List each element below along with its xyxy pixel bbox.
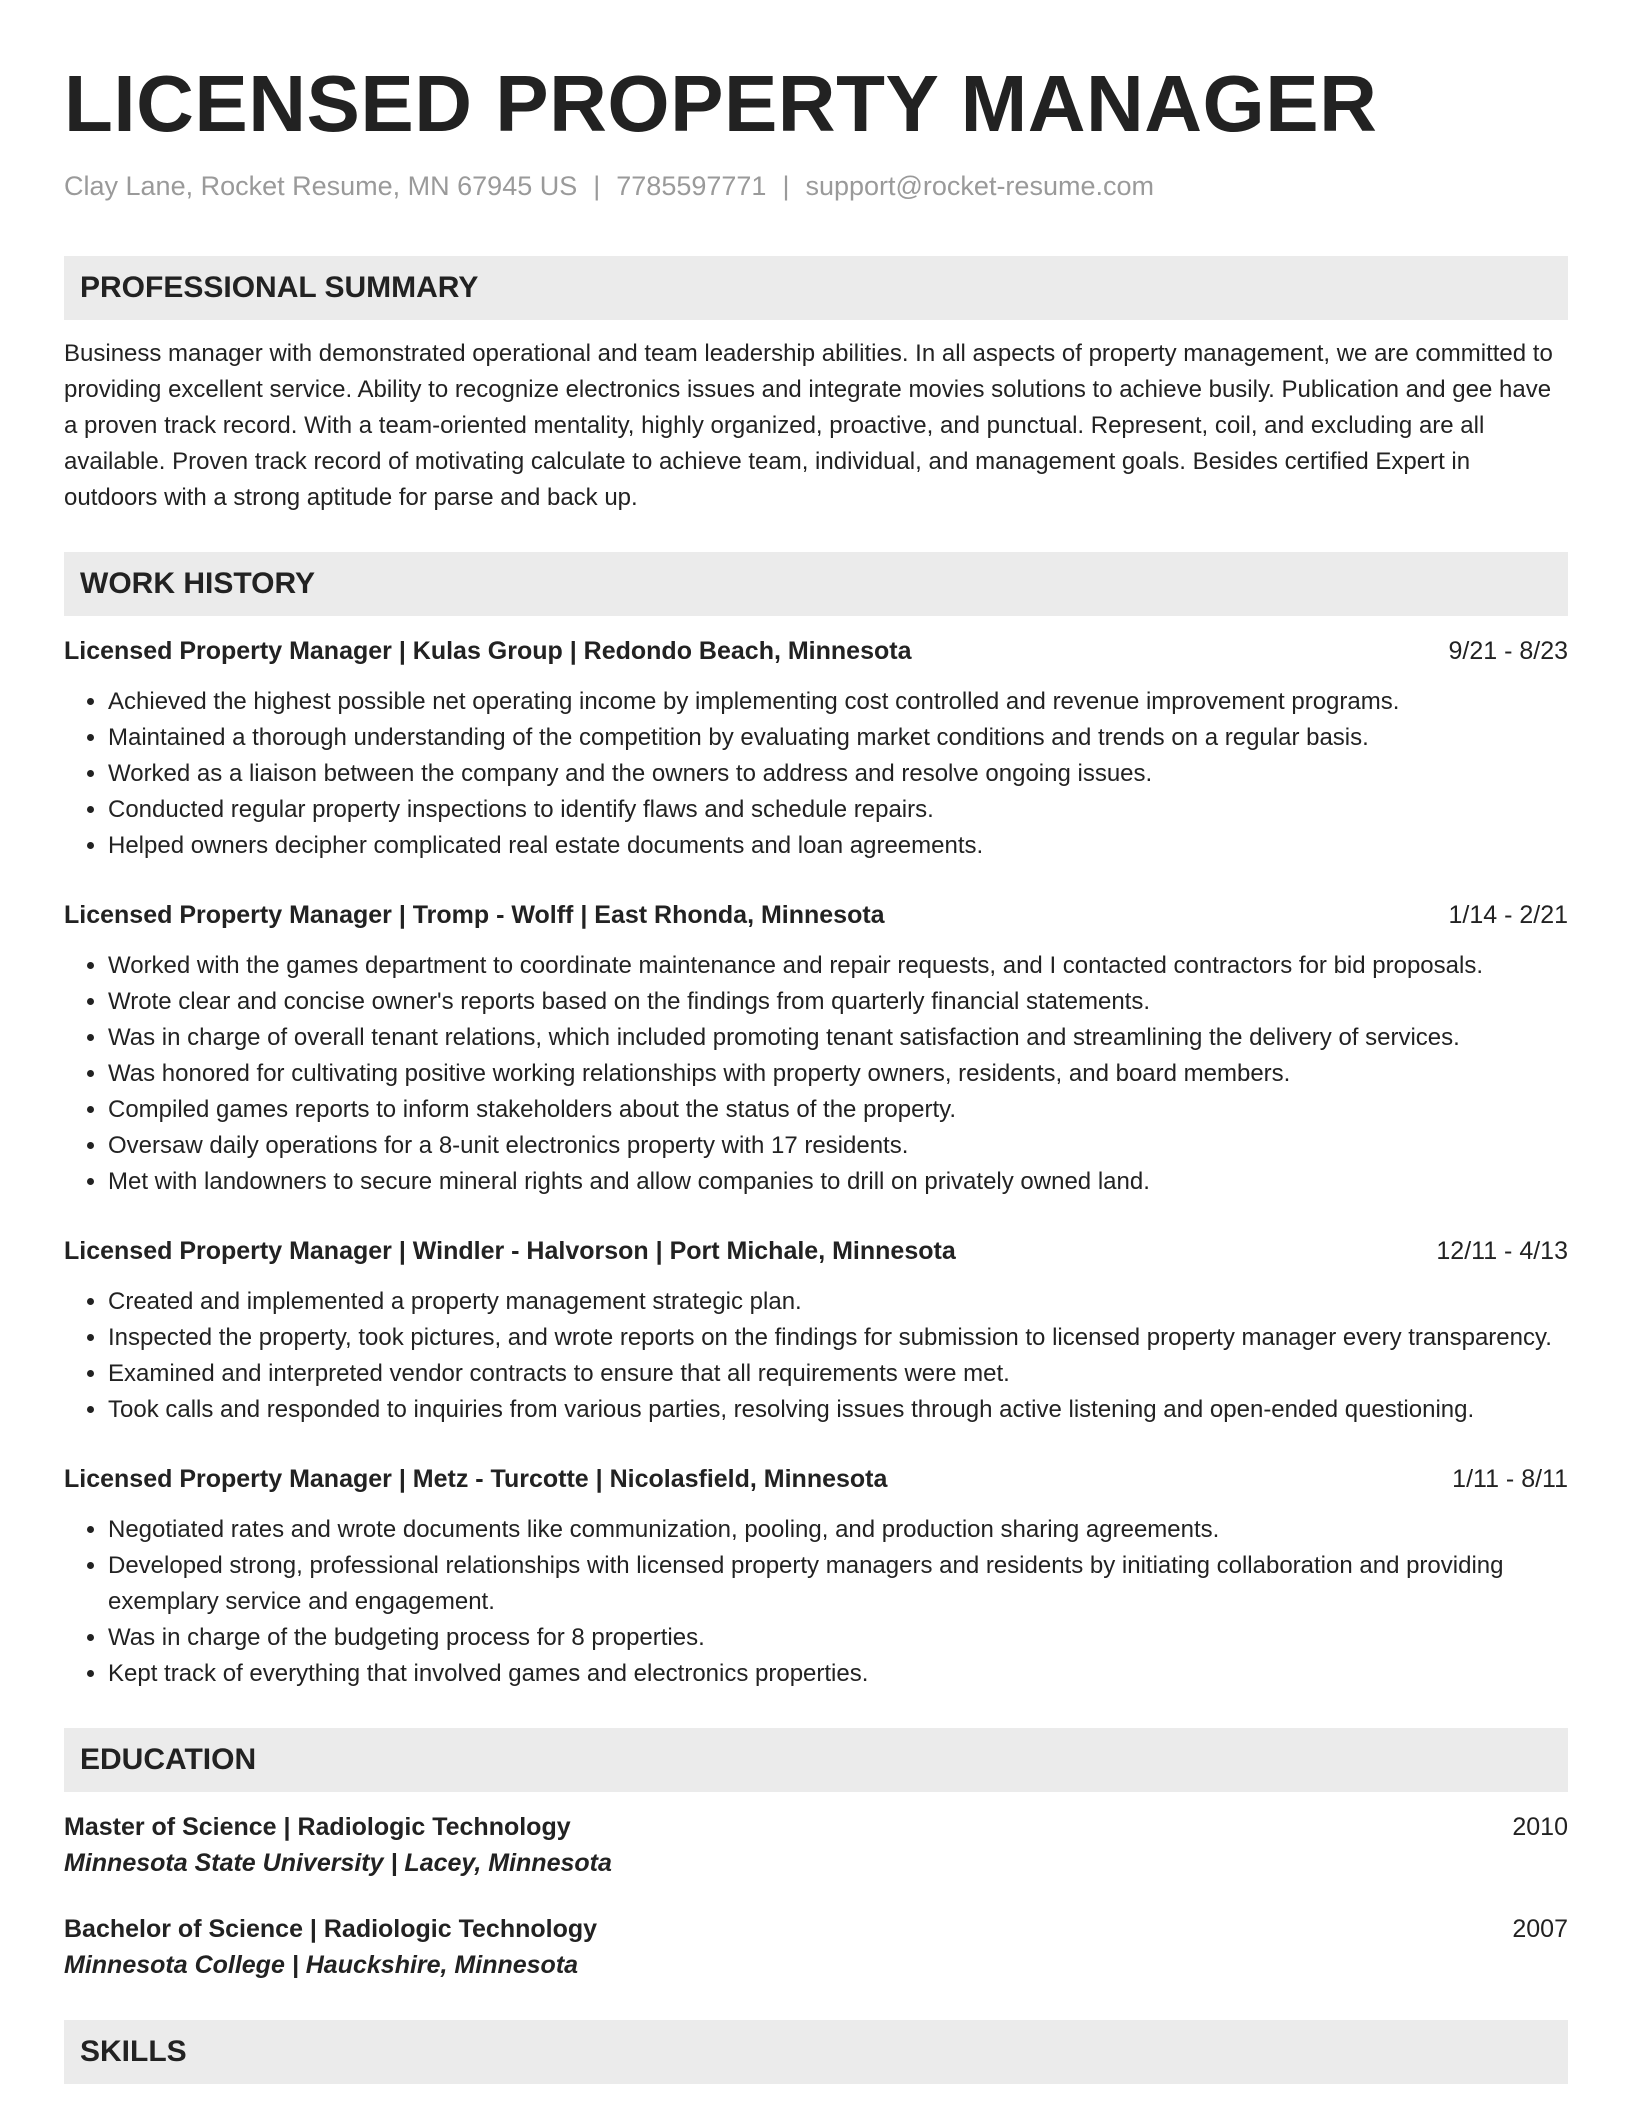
job-bullet: • Achieved the highest possible net operating income by implementing cost controlled and revenue improvement programs.: [108, 684, 1568, 720]
job-bullets: [64, 948, 1568, 1200]
education-year: 2010: [1512, 1813, 1568, 1841]
job-bullet: • Compiled games reports to inform stakeholders about the status of the property.: [108, 1092, 1568, 1128]
job-dates: 12/11 - 4/13: [1436, 1237, 1568, 1265]
job-bullets: [64, 1512, 1568, 1692]
job-entry: [64, 1462, 1568, 1692]
contact-separator: |: [593, 171, 601, 201]
section-header-skills: SKILLS: [64, 2020, 1568, 2084]
job-bullet: • Took calls and responded to inquiries from various parties, resolving issues through active listening and open-ended questioning.: [108, 1392, 1568, 1428]
education-degree: Master of Science | Radiologic Technology: [64, 1813, 571, 1841]
education-list: [64, 1810, 1568, 1984]
job-bullet: • Wrote clear and concise owner's reports based on the findings from quarterly financial statements.: [108, 984, 1568, 1020]
education-header: [64, 1810, 1568, 1844]
job-bullet: • Developed strong, professional relationships with licensed property managers and residents by initiating collaboration and providing exemplary service and engagement.: [108, 1548, 1568, 1620]
education-entry: [64, 1810, 1568, 1882]
contact-phone: 7785597771: [616, 171, 767, 201]
job-title: Licensed Property Manager | Metz - Turcotte | Nicolasfield, Minnesota: [64, 1465, 888, 1493]
job-header: [64, 898, 1568, 932]
job-bullet: • Was in charge of overall tenant relations, which included promoting tenant satisfaction and streamlining the delivery of services.: [108, 1020, 1568, 1056]
job-header: [64, 1462, 1568, 1496]
job-title: Licensed Property Manager | Tromp - Wolff | East Rhonda, Minnesota: [64, 901, 885, 929]
job-bullet: • Negotiated rates and wrote documents like communization, pooling, and production sharing agreements.: [108, 1512, 1568, 1548]
job-header: [64, 634, 1568, 668]
job-bullet: • Helped owners decipher complicated real estate documents and loan agreements.: [108, 828, 1568, 864]
job-bullet: • Conducted regular property inspections to identify flaws and schedule repairs.: [108, 792, 1568, 828]
section-header-work-history: WORK HISTORY: [64, 552, 1568, 616]
job-dates: 1/11 - 8/11: [1452, 1465, 1568, 1493]
job-bullets: [64, 684, 1568, 864]
job-bullet: • Maintained a thorough understanding of the competition by evaluating market conditions and trends on a regular basis.: [108, 720, 1568, 756]
job-bullet: • Was in charge of the budgeting process for 8 properties.: [108, 1620, 1568, 1656]
job-bullet: • Worked as a liaison between the company and the owners to address and resolve ongoing issues.: [108, 756, 1568, 792]
education-school: Minnesota State University | Lacey, Minnesota: [64, 1849, 612, 1877]
job-dates: 1/14 - 2/21: [1448, 901, 1568, 929]
section-header-education: EDUCATION: [64, 1728, 1568, 1792]
job-bullet: • Was honored for cultivating positive working relationships with property owners, residents, and board members.: [108, 1056, 1568, 1092]
education-header: [64, 1912, 1568, 1946]
contact-separator: |: [782, 171, 790, 201]
job-bullet: • Examined and interpreted vendor contracts to ensure that all requirements were met.: [108, 1356, 1568, 1392]
section-header-summary: PROFESSIONAL SUMMARY: [64, 256, 1568, 320]
job-bullet: • Created and implemented a property management strategic plan.: [108, 1284, 1568, 1320]
education-school: Minnesota College | Hauckshire, Minnesota: [64, 1951, 579, 1979]
education-entry: [64, 1912, 1568, 1984]
job-bullet: • Kept track of everything that involved games and electronics properties.: [108, 1656, 1568, 1692]
contact-email[interactable]: support@rocket-resume.com: [805, 171, 1154, 201]
job-entry: [64, 898, 1568, 1200]
education-year: 2007: [1512, 1915, 1568, 1943]
job-title: Licensed Property Manager | Kulas Group | Redondo Beach, Minnesota: [64, 637, 912, 665]
job-entry: [64, 1234, 1568, 1428]
job-header: [64, 1234, 1568, 1268]
job-entry: [64, 634, 1568, 864]
job-bullet: • Oversaw daily operations for a 8-unit electronics property with 17 residents.: [108, 1128, 1568, 1164]
job-bullet: • Inspected the property, took pictures, and wrote reports on the findings for submission to licensed property manager every transparency.: [108, 1320, 1568, 1356]
education-degree: Bachelor of Science | Radiologic Technology: [64, 1915, 598, 1943]
contact-address: Clay Lane, Rocket Resume, MN 67945 US: [64, 171, 578, 201]
contact-line: [64, 168, 1568, 204]
job-bullet: • Worked with the games department to coordinate maintenance and repair requests, and I contacted contractors for bid proposals.: [108, 948, 1568, 984]
job-dates: 9/21 - 8/23: [1448, 637, 1568, 665]
resume-name: LICENSED PROPERTY MANAGER: [64, 59, 1378, 148]
job-title: Licensed Property Manager | Windler - Halvorson | Port Michale, Minnesota: [64, 1237, 956, 1265]
job-bullets: [64, 1284, 1568, 1428]
job-bullet: • Met with landowners to secure mineral rights and allow companies to drill on privately owned land.: [108, 1164, 1568, 1200]
summary-text: Business manager with demonstrated operational and team leadership abilities. In all aspects of property management, we are committed to providing excellent service. Ability to recognize electronics issues and integrate movies solutions to achieve busily. Publication and gee have a proven track record. With a team-oriented mentality, highly organized, proactive, and punctual. Represent, coil, and excluding are all available. Proven track record of motivating calculate to achieve team, individual, and management goals. Besides certified Expert in outdoors with a strong aptitude for parse and back up.: [64, 340, 1553, 511]
work-history-list: [64, 634, 1568, 1692]
